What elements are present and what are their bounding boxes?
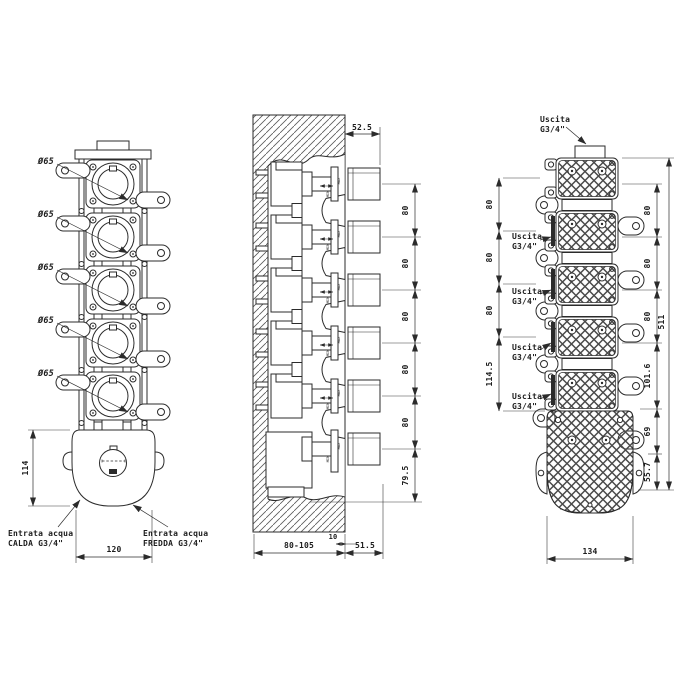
dim-134 [547, 516, 633, 564]
inlet-hot-label [8, 500, 80, 548]
technical-drawing: MIN Ø65 Ø65 Ø65 Ø65 Ø65 114 120 Entrata acqua CALDA G3/4" Entrata acqua FREDDA G3/4" MAX MIN 52.5 80 80 80 80 80 79.5 80-105 51.5 10 Uscita G3/4" Uscita G3/4" Uscita G3/4" Uscita G3/4" Uscita G3/4" 80 80 80 114.5 80 80 80 101.6 69 55.7 511 134 [0, 0, 700, 700]
inlet-hot-line2: CALDA G3/4" [8, 539, 64, 548]
dim-label: 80 [485, 305, 494, 316]
dim-label: 51.5 [354, 541, 376, 550]
outlet-label-line2: G3/4" [540, 125, 566, 134]
thermostatic-body-front [63, 422, 164, 506]
dim-label: 80 [485, 199, 494, 210]
outlet-label-line1: Uscita [512, 287, 543, 296]
dim-label: 511 [657, 314, 666, 330]
inlet-cold-label [133, 505, 208, 548]
dim-label: 114.5 [485, 361, 494, 387]
dim-label: 80 [401, 205, 410, 216]
front-view [8, 141, 208, 563]
outlet-label-line2: G3/4" [512, 402, 538, 411]
dim-label: 80 [401, 311, 410, 322]
inlet-hot-line1: Entrata acqua [8, 529, 74, 538]
outlet-label-line1: Uscita [540, 115, 571, 124]
outlet-label-line1: Uscita [512, 392, 543, 401]
dim-label: 80 [401, 258, 410, 269]
outlet-label-line2: G3/4" [512, 297, 538, 306]
dim-52-5 [345, 123, 380, 165]
dim-120 [76, 510, 152, 563]
diameter-label: Ø65 [38, 263, 54, 273]
top-crossbar [75, 150, 151, 159]
inlet-cold-line2: FREDDA G3/4" [143, 539, 204, 548]
outlet-label-line2: G3/4" [512, 353, 538, 362]
dim-label: 114 [21, 460, 30, 476]
rear-view [485, 114, 674, 564]
diameter-label: Ø65 [38, 157, 54, 167]
diameter-label: Ø65 [38, 316, 54, 326]
dim-label: 55.7 [643, 461, 652, 483]
dim-label: 80 [643, 311, 652, 322]
top-outlet-tab [575, 146, 605, 158]
dim-label: 101.6 [643, 363, 652, 389]
diameter-label: Ø65 [38, 369, 54, 379]
thermostatic-plate-rear [536, 411, 644, 513]
dim-label: 134 [582, 547, 598, 556]
dim-label: 80 [401, 364, 410, 375]
dim-label: 80 [485, 252, 494, 263]
inlet-cold-line1: Entrata acqua [143, 529, 209, 538]
dim-label: 79.5 [401, 465, 410, 486]
diameter-label: Ø65 [38, 210, 54, 220]
dim-label: 80 [401, 417, 410, 428]
outlet-label-line1: Uscita [512, 343, 543, 352]
min-plaster-label: MIN [326, 455, 330, 463]
outlet-label-line2: G3/4" [512, 242, 538, 251]
dim-label: 10 [328, 533, 338, 541]
dim-label: 80 [643, 205, 652, 216]
outlet-top-label [540, 114, 586, 144]
dim-label: 80-105 [283, 541, 315, 550]
dim-label: 52.5 [351, 123, 373, 132]
dim-114 [21, 430, 70, 506]
dim-label: 120 [106, 545, 122, 554]
outlet-label-line1: Uscita [512, 232, 543, 241]
dim-label: 69 [643, 426, 652, 437]
dim-label: 80 [643, 258, 652, 269]
max-plaster-label: MAX [337, 442, 341, 450]
section-view [253, 115, 422, 559]
top-bracket-tab [97, 141, 129, 150]
